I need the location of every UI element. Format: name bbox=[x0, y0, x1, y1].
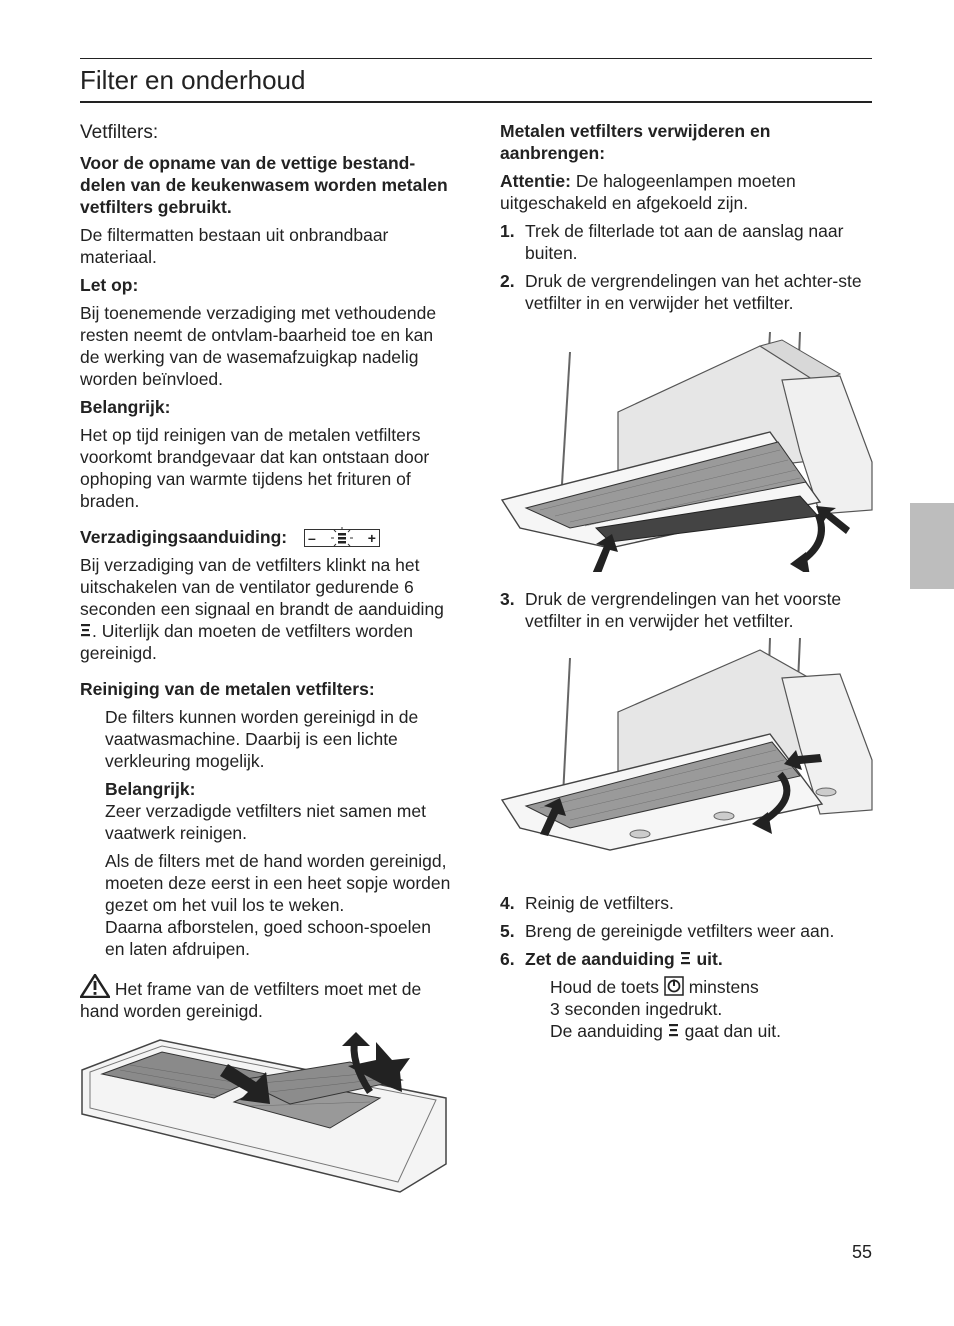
left-column bbox=[80, 120, 455, 1202]
power-button-icon bbox=[664, 976, 684, 996]
saturation-indicator-icon bbox=[331, 527, 353, 549]
attentie-label: Attentie: bbox=[500, 171, 571, 191]
reiniging-label: Reiniging van de metalen vetfilters: bbox=[80, 679, 375, 699]
step6-detail-3: De aanduiding gaat dan uit. bbox=[550, 1021, 781, 1041]
step6-detail-2: 3 seconden ingedrukt. bbox=[550, 999, 723, 1019]
belangrijk-text: Het op tijd reinigen van de metalen vetfilters voorkomt brandgevaar dat kan ontstaan door ophoping van warmte tijdens het frituren of braden. bbox=[80, 425, 430, 511]
steps-list-step3 bbox=[500, 588, 875, 632]
filter-indicator-icon bbox=[680, 951, 692, 965]
section-tab-marker bbox=[910, 503, 954, 589]
list-item: 1. Trek de filterlade tot aan de aanslag naar buiten. bbox=[500, 221, 844, 263]
letop-text: Bij toenemende verzadiging met vethoudende resten neemt de ontvlam-baarheid toe en kan de werking van de wasemafzuigkap nadelig worden beïnvloed. bbox=[80, 303, 437, 389]
verzadiging-text: Bij verzadiging van de vetfilters klinkt na het uitschakelen van de ventilator gedurende 6 seconden een signaal en brandt de aanduiding . Uiterlijk dan moeten de vetfilters worden gereinigd. bbox=[80, 555, 444, 663]
reiniging-text-3: Daarna afborstelen, goed schoon-spoelen en laten afdruipen. bbox=[105, 917, 431, 959]
warning-note bbox=[80, 974, 455, 1022]
step6-detail-1: Houd de toets minstens bbox=[550, 977, 759, 997]
reiniging-text-1: De filters kunnen worden gereinigd in de vaatwasmachine. Daarbij is een lichte verkleuring mogelijk. bbox=[105, 707, 419, 771]
list-item: 2. Druk de vergrendelingen van het achter-ste vetfilter in en verwijder het vetfilter. bbox=[500, 271, 862, 313]
verzadiging-row bbox=[80, 526, 455, 548]
title-underline bbox=[80, 101, 872, 103]
list-item: 3. Druk de vergrendelingen van het voorste vetfilter in en verwijder het vetfilter. bbox=[500, 589, 842, 631]
warning-text: Het frame van de vetfilters moet met de hand worden gereinigd. bbox=[80, 979, 422, 1021]
page-title: Filter en onderhoud bbox=[80, 65, 306, 95]
material-text: De filtermatten bestaan uit onbrandbaar materiaal. bbox=[80, 225, 389, 267]
filter-indicator-icon bbox=[80, 623, 92, 637]
hood-rear-filter-illustration bbox=[500, 332, 875, 572]
intro-text: Voor de opname van de vettige bestand-delen van de keukenwasem worden metalen vetfilters gebruikt. bbox=[80, 153, 448, 217]
belangrijk-label: Belangrijk: bbox=[80, 397, 171, 417]
reiniging-belangrijk-text: Zeer verzadigde vetfilters niet samen met vaatwerk reinigen. bbox=[105, 801, 426, 843]
reiniging-text-2: Als de filters met de hand worden gereinigd, moeten deze eerst in een heet sopje worden gezet om het vuil los te weken. bbox=[105, 851, 451, 915]
page-number: 55 bbox=[851, 1242, 872, 1262]
filter-indicator-icon bbox=[668, 1023, 680, 1037]
attentie-note bbox=[500, 170, 875, 214]
attentie-text: De halogeenlampen moeten uitgeschakeld en afgekoeld zijn. bbox=[500, 171, 796, 213]
hood-front-filter-illustration bbox=[500, 638, 875, 868]
top-rule bbox=[80, 58, 872, 59]
right-column bbox=[500, 120, 875, 1048]
steps-list-b bbox=[500, 892, 875, 970]
warning-icon bbox=[80, 974, 110, 998]
list-item: 6. Zet de aanduiding uit. bbox=[500, 949, 723, 969]
vetfilters-heading: Vetfilters: bbox=[80, 122, 159, 143]
remove-heading: Metalen vetfilters verwijderen en aanbrengen: bbox=[500, 121, 771, 163]
saturation-indicator-panel bbox=[304, 529, 380, 547]
filter-frame-illustration bbox=[80, 1032, 455, 1202]
reiniging-belangrijk-label: Belangrijk: bbox=[105, 779, 196, 799]
letop-label: Let op: bbox=[80, 275, 139, 295]
list-item: 4. Reinig de vetfilters. bbox=[500, 893, 674, 913]
verzadiging-label: Verzadigingsaanduiding: bbox=[80, 527, 288, 547]
minus-symbol: – bbox=[307, 530, 316, 547]
list-item: 5. Breng de gereinigde vetfilters weer aan. bbox=[500, 921, 835, 941]
steps-list-a bbox=[500, 220, 875, 314]
plus-symbol: + bbox=[367, 530, 376, 547]
